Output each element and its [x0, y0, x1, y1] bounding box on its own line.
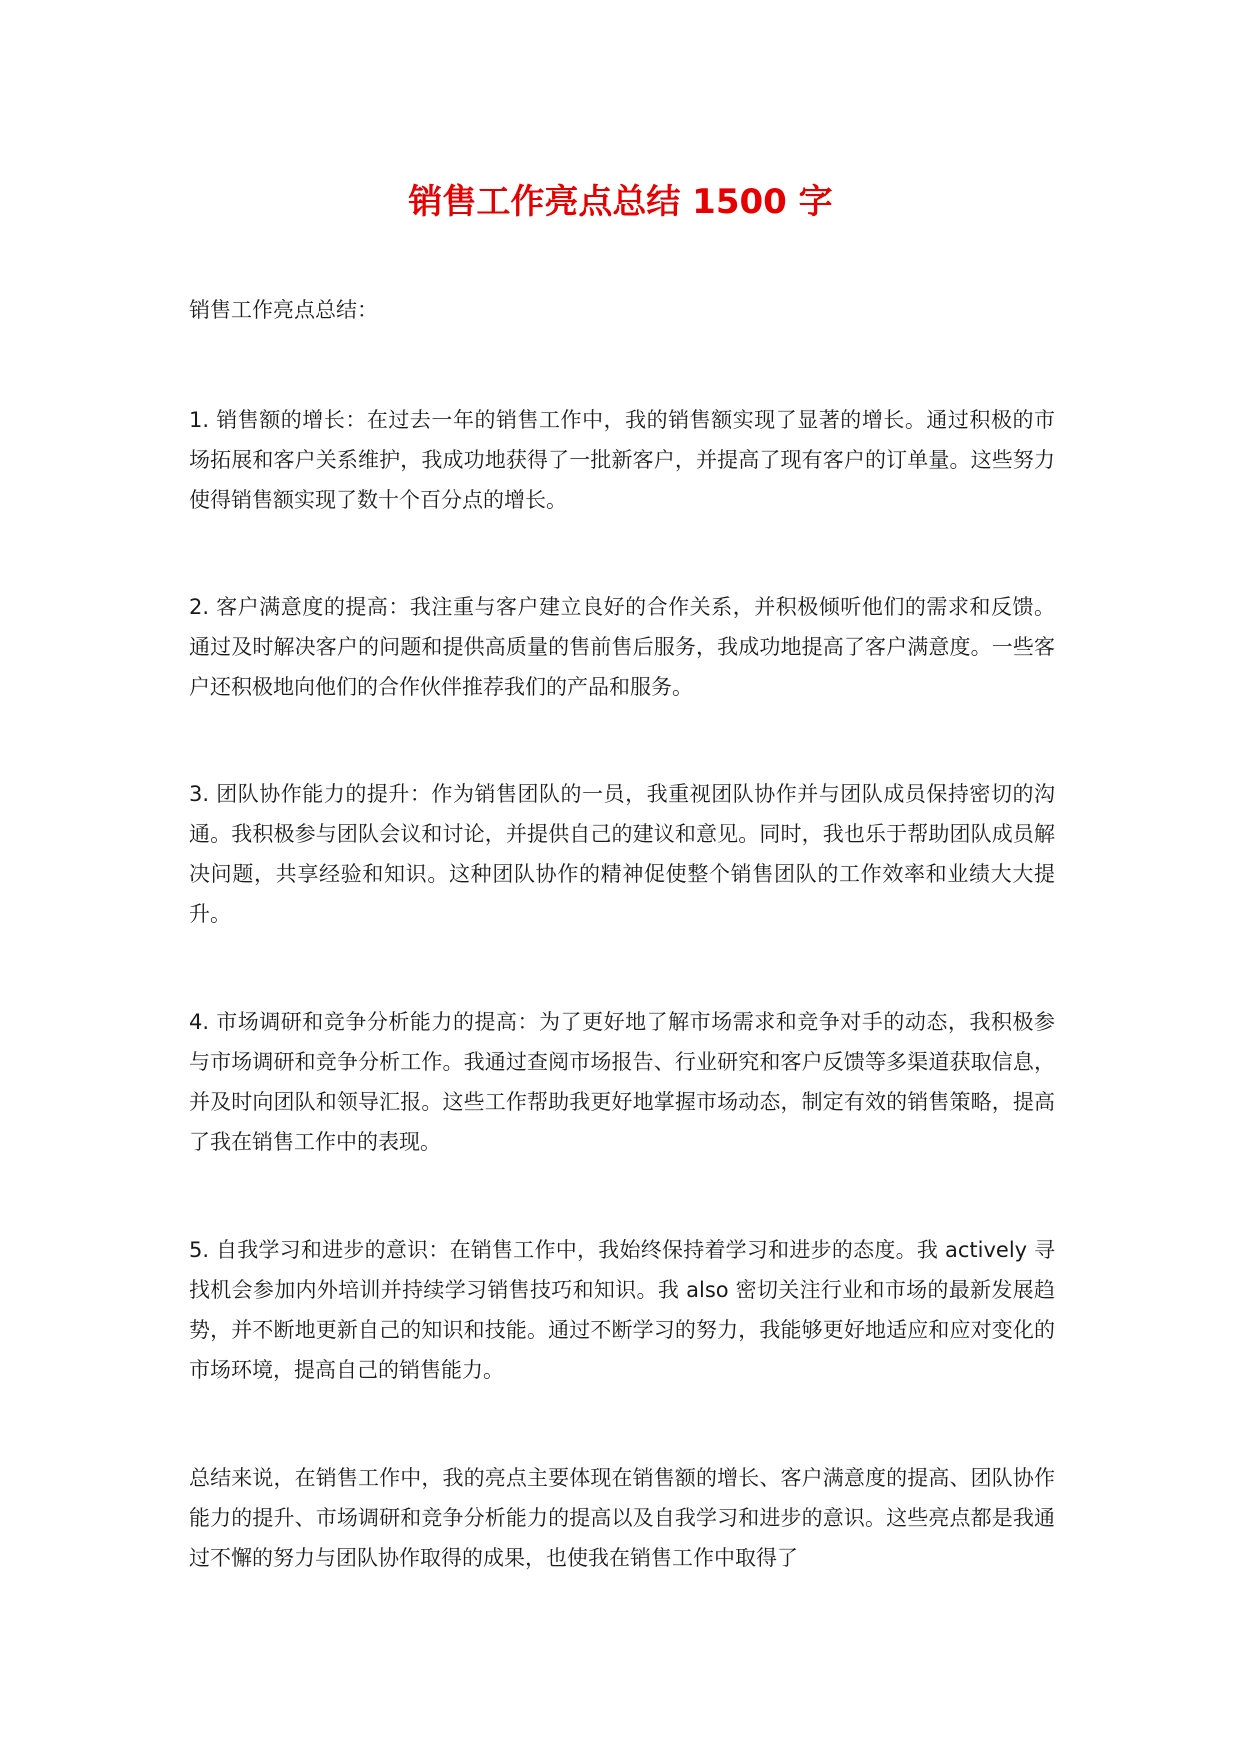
paragraph-market-research: 4. 市场调研和竞争分析能力的提高：为了更好地了解市场需求和竞争对手的动态，我积极参与市场调研和竞争分析工作。我通过查阅市场报告、行业研究和客户反馈等多渠道获取信息，并及时向团队和领导汇报。这些工作帮助我更好地掌握市场动态，制定有效的销售策略，提高了我在销售工作中的表现。	[189, 1010, 1055, 1154]
intro-heading: 销售工作亮点总结：	[189, 298, 378, 322]
paragraph-team-collaboration: 3. 团队协作能力的提升：作为销售团队的一员，我重视团队协作并与团队成员保持密切的沟通。我积极参与团队会议和讨论，并提供自己的建议和意见。同时，我也乐于帮助团队成员解决问题，共享经验和知识。这种团队协作的精神促使整个销售团队的工作效率和业绩大大提升。	[189, 782, 1055, 926]
paragraph-self-learning: 5. 自我学习和进步的意识：在销售工作中，我始终保持着学习和进步的态度。我 actively 寻找机会参加内外培训并持续学习销售技巧和知识。我 also 密切关注行业和市场的最新发展趋势，并不断地更新自己的知识和技能。通过不断学习的努力，我能够更好地适应和应对变化的市场环境，提高自己的销售能力。	[189, 1238, 1055, 1382]
paragraph-summary: 总结来说，在销售工作中，我的亮点主要体现在销售额的增长、客户满意度的提高、团队协作能力的提升、市场调研和竞争分析能力的提高以及自我学习和进步的意识。这些亮点都是我通过不懈的努力与团队协作取得的成果，也使我在销售工作中取得了	[189, 1466, 1055, 1570]
paragraph-sales-growth: 1. 销售额的增长：在过去一年的销售工作中，我的销售额实现了显著的增长。通过积极的市场拓展和客户关系维护，我成功地获得了一批新客户，并提高了现有客户的订单量。这些努力使得销售额实现了数十个百分点的增长。	[189, 408, 1055, 512]
document-title: 销售工作亮点总结 1500 字	[408, 182, 833, 222]
paragraph-customer-satisfaction: 2. 客户满意度的提高：我注重与客户建立良好的合作关系，并积极倾听他们的需求和反馈。通过及时解决客户的问题和提供高质量的售前售后服务，我成功地提高了客户满意度。一些客户还积极地向他们的合作伙伴推荐我们的产品和服务。	[189, 595, 1055, 699]
